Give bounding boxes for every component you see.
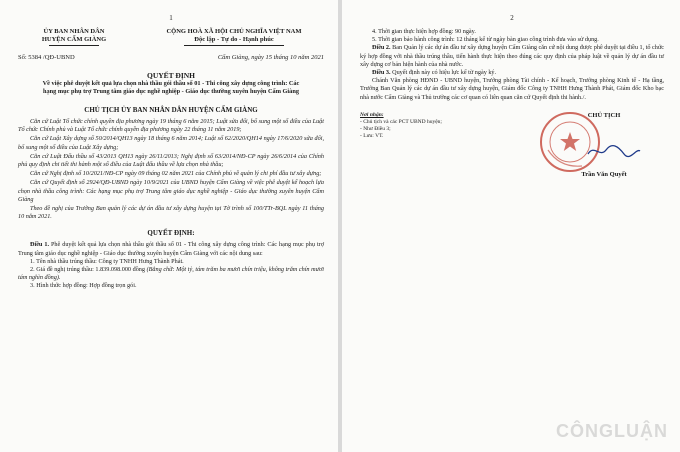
document-page-1 (0, 0, 338, 452)
doc-subtitle: Về việc phê duyệt kết quả lựa chọn nhà thầu gói thầu số 01 - Thi công xây dựng công trình: Các hạng mục phụ trợ Trung tâm giáo dục nghề nghiệp - Giáo dục thường xuyên huyện Cẩm Giàng (42, 80, 300, 95)
article-1-item-3: 3. Hình thức hợp đồng: Hợp đồng trọn gói. (30, 282, 137, 290)
recipient-item: - Lưu: VT. (360, 132, 384, 139)
legal-basis-4: Căn cứ Nghị định số 10/2021/NĐ-CP ngày 09 tháng 02 năm 2021 của Chính phủ về quản lý chi phí đầu tư xây dựng; (30, 170, 322, 178)
article-1-text: Phê duyệt kết quả lựa chọn nhà thầu gói thầu số 01 - Thi công xây dựng công trình: Các hạng mục phụ trợ Trung tâm giáo dục nghề nghiệp - Giáo dục thường xuyên huyện Cẩm Giàng với các nội dung sau: (18, 241, 325, 257)
recipient-item: - Chủ tịch và các PCT UBND huyện; (360, 118, 442, 125)
article-2-text: Ban Quản lý các dự án đầu tư xây dựng huyện Cẩm Giàng căn cứ nội dung được phê duyệt tại điều 1, tổ chức ký hợp đồng với nhà thầu trúng thầu, tiến hành thực hiện theo đúng các quy định của pháp luật về quản lý dự án đầu tư xây dựng cơ bản hiện hành của nhà nước. (360, 44, 665, 68)
signature-area (360, 112, 664, 178)
signer-role: CHỦ TỊCH (587, 111, 621, 119)
page-number: 1 (169, 14, 173, 22)
recipient-item: - Như Điều 3; (360, 125, 391, 132)
article-1-item-1: 1. Tên nhà thầu trúng thầu: Công ty TNHH Hưng Thành Phát. (30, 257, 184, 265)
article-1 (18, 241, 324, 257)
document-header (18, 28, 324, 46)
watermark-text: CÔNGLUẬN (556, 421, 668, 441)
article-1-label: Điều 1. (30, 241, 49, 249)
country-name: CỘNG HOÀ XÃ HỘI CHỦ NGHĨA VIỆT NAM (166, 28, 302, 35)
issuer-line-1: ỦY BAN NHÂN DÂN (43, 28, 105, 35)
authority-heading: CHỦ TỊCH ỦY BAN NHÂN DÂN HUYỆN CẨM GIÀNG (84, 106, 258, 114)
doc-meta (18, 54, 324, 61)
watermark-logo (556, 421, 668, 442)
bid-price-words: (Bằng chữ: Một tỷ, tám trăm ba mươi chín triệu, không trăm chín mươi tám nghìn đồng). (18, 266, 324, 282)
signer-name: Trần Văn Quyết (581, 170, 627, 178)
legal-basis-6: Theo đề nghị của Trưởng Ban quản lý các dự án đầu tư xây dựng huyện tại Tờ trình số 100/TTr-BQL ngày 11 tháng 10 năm 2021. (18, 205, 324, 221)
doc-title: QUYẾT ĐỊNH (147, 71, 195, 80)
page-number: 2 (510, 14, 514, 22)
handwritten-signature (584, 142, 644, 160)
recipients-block (360, 112, 442, 178)
legal-basis-5: Căn cứ Quyết định số 2924/QĐ-UBND ngày 10/9/2021 của UBND huyện Cẩm Giàng về việc phê duyệt kế hoạch lựa chọn nhà thầu công trình: Các hạng mục phụ trợ Trung tâm giáo dục nghề nghiệp - Giáo dục thường xuyên huyện Cẩm Giàng (18, 179, 324, 203)
issuer-line-2: HUYỆN CẨM GIÀNG (41, 36, 107, 43)
article-2 (360, 44, 664, 69)
article-2-label: Điều 2. (372, 44, 391, 52)
decision-heading: QUYẾT ĐỊNH: (147, 229, 195, 238)
divider (184, 45, 284, 46)
recipients-title: Nơi nhận: (360, 111, 384, 118)
issuer-block (18, 28, 130, 46)
article-3 (360, 69, 664, 77)
closing-paragraph: Chánh Văn phòng HĐND - UBND huyện, Trưởng phòng Tài chính - Kế hoạch, Trưởng phòng Kinh tế - Hạ tầng, Trưởng Ban Quản lý các dự án đầu tư xây dựng huyện, Giám đốc Công ty TNHH Hưng Thành Phát, Giám đốc Kho bạc nhà nước Cẩm Giàng và Thủ trưởng các cơ quan có liên quan căn cứ Quyết định thi hành./. (360, 77, 664, 101)
divider (49, 45, 99, 46)
document-page-2 (342, 0, 680, 452)
legal-basis-1: Căn cứ Luật Tổ chức chính quyền địa phương ngày 19 tháng 6 năm 2015; Luật sửa đổi, bổ sung một số điều của Luật Tổ chức Chính phủ và Luật Tổ chức chính quyền địa phương ngày 22 tháng 11 năm 2019; (18, 118, 324, 134)
motto: Độc lập - Tự do - Hạnh phúc (194, 36, 274, 43)
article-3-text: Quyết định này có hiệu lực kể từ ngày ký. (390, 69, 497, 77)
bid-price: 2. Giá đề nghị trúng thầu: 1.839.098.000 đồng (30, 266, 147, 274)
place-date: Cẩm Giàng, ngày 15 tháng 10 năm 2021 (217, 54, 324, 61)
country-motto-block (144, 28, 324, 46)
legal-basis-2: Căn cứ Luật Xây dựng số 50/2014/QH13 ngày 18 tháng 6 năm 2014; Luật số 62/2020/QH14 ngày 17/6/2020 sửa đổi, bổ sung một số điều của Luật Xây dựng; (18, 135, 324, 151)
doc-number: Số: 5384 /QĐ-UBND (18, 54, 75, 61)
article-3-label: Điều 3. (372, 69, 391, 77)
article-1-item-4: 4. Thời gian thực hiện hợp đồng: 90 ngày. (372, 28, 476, 35)
legal-basis-3: Căn cứ Luật Đấu thầu số 43/2013 QH13 ngày 26/11/2013; Nghị định số 63/2014/NĐ-CP ngày 26/6/2014 của Chính phủ quy định chi tiết thi hành một số điều của Luật đấu thầu về lựa chọn nhà thầu; (18, 152, 324, 169)
article-1-item-5: 5. Thời gian bảo hành công trình: 12 tháng kể từ ngày bàn giao công trình đưa vào sử dụng. (372, 36, 599, 44)
article-1-item-2 (18, 266, 324, 282)
signature-block (544, 112, 664, 178)
